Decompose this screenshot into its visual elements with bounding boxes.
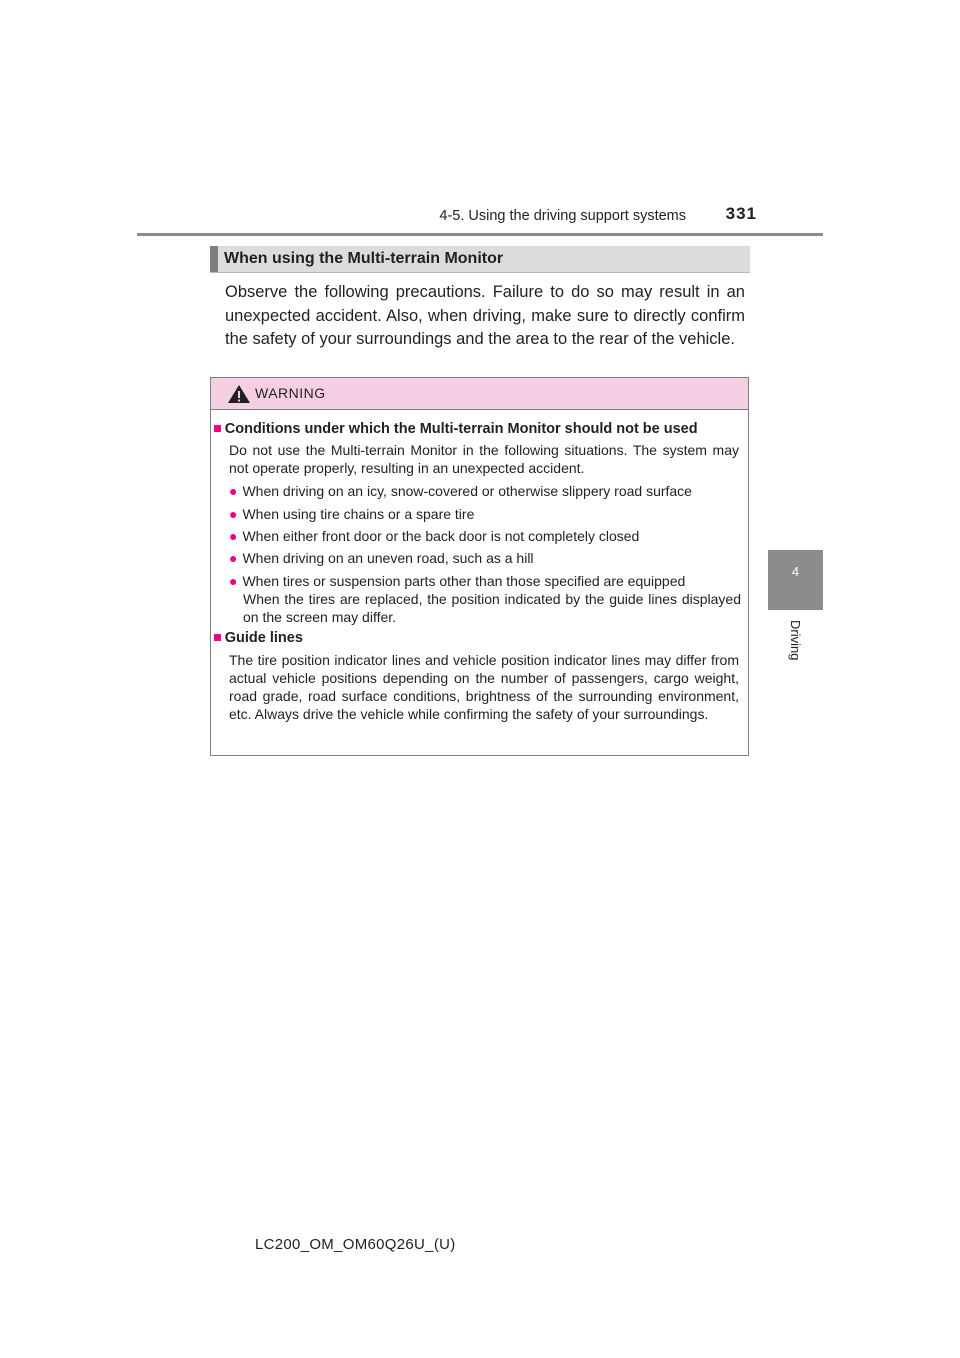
list-item: [229, 527, 741, 545]
warning-item-title-text: Guide lines: [224, 630, 303, 646]
list-item-text: When driving on an icy, snow-covered or otherwise slippery road surface: [242, 483, 692, 499]
bullet-note: When the tires are replaced, the position indicated by the guide lines displayed on the screen may differ.: [243, 591, 741, 625]
warning-label: WARNING: [255, 385, 326, 401]
warning-item-title: [213, 421, 698, 437]
list-item: [229, 482, 741, 500]
warning-item-text: The tire position indicator lines and vehicle position indicator lines may differ from actual vehicle positions depending on the number of passengers, cargo weight, road grade, road surface conditions, brightness of the surrounding environment, etc. Always drive the vehicle while confirming the safety of your surroundings.: [229, 652, 739, 722]
circle-bullet-icon: ●: [229, 506, 238, 522]
chapter-tab: [768, 550, 823, 610]
page-number: 331: [725, 204, 757, 223]
list-item: [229, 549, 741, 567]
circle-bullet-icon: ●: [229, 573, 238, 589]
header-rule: [137, 233, 823, 236]
circle-bullet-icon: ●: [229, 528, 238, 544]
intro-paragraph: Observe the following precautions. Failure to do so may result in an unexpected accident. Also, when driving, make sure to directly confirm the safety of your surroundings and the area to the rear of the vehicle.: [225, 283, 745, 348]
list-item: [229, 572, 741, 590]
section-title: 4-5. Using the driving support systems: [439, 208, 686, 224]
warning-item-text: Do not use the Multi-terrain Monitor in the following situations. The system may not operate properly, resulting in an unexpected accident.: [229, 442, 739, 476]
warning-item-title-text: Conditions under which the Multi-terrain Monitor should not be used: [224, 421, 698, 437]
list-item-text: When using tire chains or a spare tire: [242, 506, 475, 522]
list-item-text: When driving on an uneven road, such as a hill: [242, 550, 534, 566]
square-bullet-icon: ■: [213, 630, 222, 646]
warning-box: [210, 377, 749, 756]
heading-text: When using the Multi-terrain Monitor: [224, 250, 504, 267]
section-heading: [210, 246, 750, 273]
circle-bullet-icon: ●: [229, 483, 238, 499]
square-bullet-icon: ■: [213, 421, 222, 437]
list-item-text: When either front door or the back door is not completely closed: [242, 528, 640, 544]
warning-header: [211, 378, 748, 410]
circle-bullet-icon: ●: [229, 550, 238, 566]
list-item: [229, 505, 741, 523]
warning-triangle-icon: [227, 384, 251, 404]
warning-item-title: [213, 630, 303, 646]
heading-accent: [210, 246, 218, 272]
list-item-text: When tires or suspension parts other than those specified are equipped: [242, 573, 686, 589]
document-code: LC200_OM_OM60Q26U_(U): [255, 1236, 456, 1253]
chapter-label: Driving: [788, 620, 803, 661]
chapter-number: 4: [791, 564, 800, 579]
